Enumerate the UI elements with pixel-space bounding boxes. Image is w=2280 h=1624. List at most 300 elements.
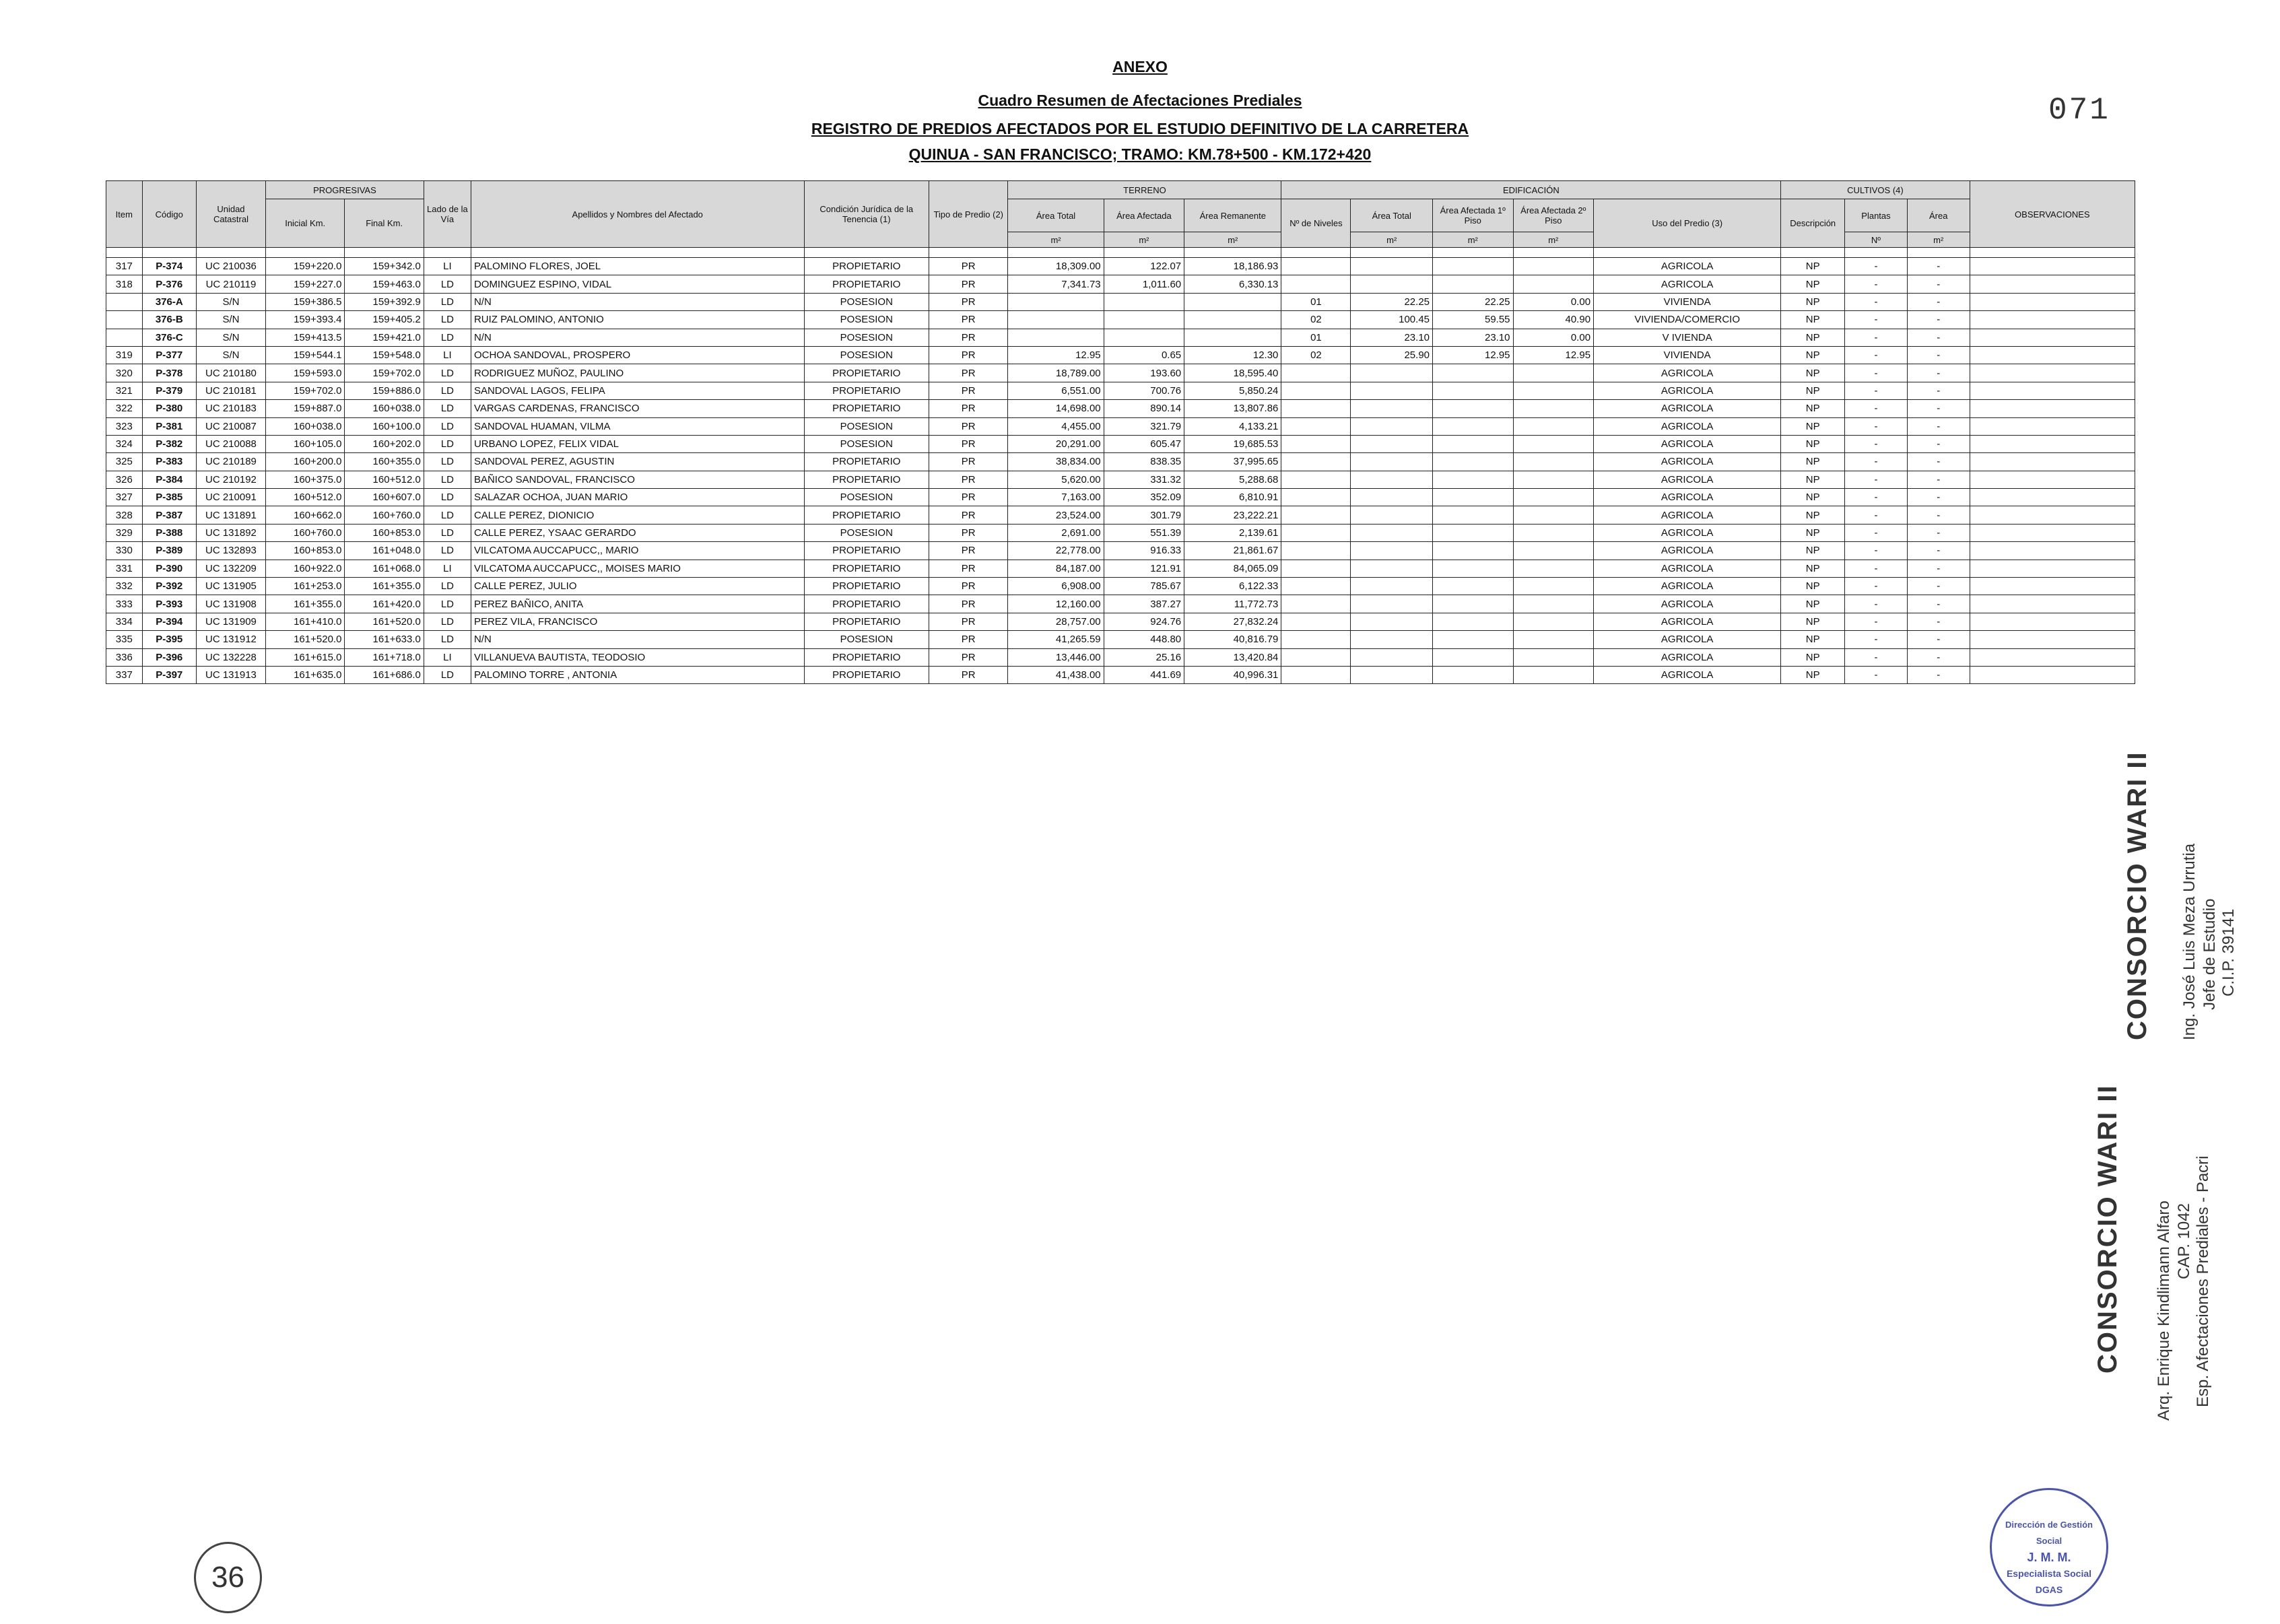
cell-area-total: 18,789.00: [1008, 364, 1104, 382]
cell-unidad-catastral: UC 131908: [196, 595, 265, 613]
cell-unidad-catastral: UC 132209: [196, 560, 265, 577]
table-row: [106, 258, 2135, 275]
cell-item: [106, 311, 143, 329]
cell-area-total: [1008, 311, 1104, 329]
cell-tipo: PR: [929, 364, 1008, 382]
col-apellidos: Apellidos y Nombres del Afectado: [471, 181, 804, 248]
cell-niveles: [1281, 524, 1351, 541]
cell-e-piso2: [1513, 506, 1594, 524]
cell-apellidos: RUIZ PALOMINO, ANTONIO: [471, 311, 804, 329]
cell-codigo: P-393: [142, 595, 196, 613]
cell-item: 326: [106, 471, 143, 488]
table-row: [106, 506, 2135, 524]
cell-inicial: 159+702.0: [265, 382, 344, 399]
cell-inicial: 161+355.0: [265, 595, 344, 613]
col-area-remanente: Área Remanente: [1184, 199, 1281, 232]
cell-area: -: [1907, 489, 1970, 506]
cell-uso: AGRICOLA: [1594, 453, 1781, 471]
cell-apellidos: PEREZ BAÑICO, ANITA: [471, 595, 804, 613]
cell-inicial: 159+220.0: [265, 258, 344, 275]
cell-area: -: [1907, 648, 1970, 666]
cell-inicial: 160+375.0: [265, 471, 344, 488]
cell-observaciones: [1970, 275, 2135, 293]
col-area: Área: [1907, 199, 1970, 232]
cell-area-total: 20,291.00: [1008, 435, 1104, 452]
cell-plantas: -: [1845, 293, 1908, 310]
cell-item: 318: [106, 275, 143, 293]
col-niveles: Nº de Niveles: [1281, 199, 1351, 248]
cell-lado-via: LD: [424, 329, 471, 346]
signature-1-name: Ing. José Luis Meza Urrutia: [2180, 843, 2199, 1040]
cell-codigo: P-377: [142, 346, 196, 364]
cell-area: -: [1907, 524, 1970, 541]
cell-descripcion: NP: [1781, 578, 1845, 595]
doc-title-line2: QUINUA - SAN FRANCISCO; TRAMO: KM.78+500 - KM.172+420: [908, 145, 1372, 163]
cell-apellidos: SANDOVAL PEREZ, AGUSTIN: [471, 453, 804, 471]
consorcio-stamp-1: CONSORCIO WARI II: [2122, 751, 2152, 1040]
cell-area-afectada: 551.39: [1104, 524, 1184, 541]
cell-descripcion: NP: [1781, 631, 1845, 648]
table-row: [106, 311, 2135, 329]
cell-area-afectada: [1104, 329, 1184, 346]
cell-codigo: P-389: [142, 542, 196, 560]
cell-observaciones: [1970, 524, 2135, 541]
cell-e-piso2: [1513, 666, 1594, 683]
cell-area-total: 18,309.00: [1008, 258, 1104, 275]
cell-uso: AGRICOLA: [1594, 595, 1781, 613]
cell-area-remanente: 11,772.73: [1184, 595, 1281, 613]
cell-apellidos: N/N: [471, 631, 804, 648]
col-e-piso2: Área Afectada 2º Piso: [1513, 199, 1594, 232]
cell-plantas: -: [1845, 471, 1908, 488]
cell-condicion: POSESION: [804, 489, 929, 506]
cell-e-area-total: [1351, 648, 1433, 666]
col-observaciones: OBSERVACIONES: [1970, 181, 2135, 248]
cell-area-total: 23,524.00: [1008, 506, 1104, 524]
cell-e-piso1: [1433, 258, 1514, 275]
cell-condicion: POSESION: [804, 435, 929, 452]
cell-area-remanente: 13,420.84: [1184, 648, 1281, 666]
cell-e-piso2: [1513, 382, 1594, 399]
cell-apellidos: URBANO LOPEZ, FELIX VIDAL: [471, 435, 804, 452]
cell-condicion: PROPIETARIO: [804, 613, 929, 630]
cell-area-afectada: 121.91: [1104, 560, 1184, 577]
cell-e-piso1: [1433, 489, 1514, 506]
cell-item: 320: [106, 364, 143, 382]
cell-lado-via: LD: [424, 471, 471, 488]
cell-area-afectada: [1104, 293, 1184, 310]
cell-area-remanente: 84,065.09: [1184, 560, 1281, 577]
cell-e-piso2: 40.90: [1513, 311, 1594, 329]
cell-e-piso2: 0.00: [1513, 329, 1594, 346]
table-body: [106, 248, 2135, 684]
cell-niveles: 01: [1281, 293, 1351, 310]
cell-plantas: -: [1845, 648, 1908, 666]
cell-tipo: PR: [929, 666, 1008, 683]
cell-area: -: [1907, 346, 1970, 364]
table-row: [106, 329, 2135, 346]
cell-condicion: PROPIETARIO: [804, 453, 929, 471]
cell-e-piso2: [1513, 578, 1594, 595]
cell-plantas: -: [1845, 346, 1908, 364]
cell-area: -: [1907, 311, 1970, 329]
unit-m2: m²: [1513, 232, 1594, 248]
cell-niveles: 01: [1281, 329, 1351, 346]
cell-codigo: P-380: [142, 400, 196, 417]
cell-area-afectada: 785.67: [1104, 578, 1184, 595]
cell-area-total: [1008, 329, 1104, 346]
cell-codigo: P-383: [142, 453, 196, 471]
cell-tipo: PR: [929, 506, 1008, 524]
cell-e-piso2: [1513, 542, 1594, 560]
table-row: [106, 435, 2135, 452]
cell-niveles: [1281, 364, 1351, 382]
cell-item: 322: [106, 400, 143, 417]
cell-condicion: PROPIETARIO: [804, 666, 929, 683]
table-row: [106, 595, 2135, 613]
cell-unidad-catastral: UC 132228: [196, 648, 265, 666]
cell-e-piso2: [1513, 613, 1594, 630]
cell-descripcion: NP: [1781, 364, 1845, 382]
cell-descripcion: NP: [1781, 471, 1845, 488]
cell-condicion: PROPIETARIO: [804, 400, 929, 417]
cell-plantas: -: [1845, 417, 1908, 435]
cell-area-remanente: 40,996.31: [1184, 666, 1281, 683]
cell-plantas: -: [1845, 613, 1908, 630]
cell-codigo: P-379: [142, 382, 196, 399]
cell-condicion: PROPIETARIO: [804, 382, 929, 399]
cell-e-piso2: [1513, 471, 1594, 488]
cell-e-piso2: [1513, 435, 1594, 452]
unit-m2: m²: [1184, 232, 1281, 248]
cell-plantas: -: [1845, 400, 1908, 417]
cell-item: 336: [106, 648, 143, 666]
cell-unidad-catastral: UC 132893: [196, 542, 265, 560]
cell-lado-via: LD: [424, 293, 471, 310]
cell-condicion: PROPIETARIO: [804, 560, 929, 577]
cell-codigo: P-395: [142, 631, 196, 648]
cell-observaciones: [1970, 346, 2135, 364]
cell-area-total: 6,551.00: [1008, 382, 1104, 399]
cell-lado-via: LI: [424, 560, 471, 577]
cell-observaciones: [1970, 613, 2135, 630]
cell-apellidos: PALOMINO FLORES, JOEL: [471, 258, 804, 275]
cell-inicial: 160+922.0: [265, 560, 344, 577]
cell-tipo: PR: [929, 258, 1008, 275]
cell-e-area-total: [1351, 666, 1433, 683]
cell-descripcion: NP: [1781, 329, 1845, 346]
cell-inicial: 161+635.0: [265, 666, 344, 683]
cell-final: 161+718.0: [345, 648, 424, 666]
cell-codigo: P-376: [142, 275, 196, 293]
cell-lado-via: LD: [424, 631, 471, 648]
cell-plantas: -: [1845, 364, 1908, 382]
cell-area: -: [1907, 258, 1970, 275]
cell-lado-via: LD: [424, 666, 471, 683]
cell-area-remanente: 4,133.21: [1184, 417, 1281, 435]
cell-unidad-catastral: UC 131909: [196, 613, 265, 630]
cell-e-piso2: [1513, 648, 1594, 666]
cell-area-afectada: 387.27: [1104, 595, 1184, 613]
cell-observaciones: [1970, 631, 2135, 648]
cell-plantas: -: [1845, 560, 1908, 577]
cell-descripcion: NP: [1781, 275, 1845, 293]
cell-final: 159+342.0: [345, 258, 424, 275]
cell-lado-via: LD: [424, 489, 471, 506]
cell-area-total: 41,438.00: [1008, 666, 1104, 683]
signature-1-cip: C.I.P. 39141: [2219, 908, 2238, 996]
cell-area: -: [1907, 613, 1970, 630]
cell-area: -: [1907, 435, 1970, 452]
cell-area-remanente: 40,816.79: [1184, 631, 1281, 648]
cell-item: 329: [106, 524, 143, 541]
cell-item: 319: [106, 346, 143, 364]
cell-plantas: -: [1845, 506, 1908, 524]
cell-e-piso1: [1433, 382, 1514, 399]
table-row: [106, 293, 2135, 310]
cell-codigo: P-385: [142, 489, 196, 506]
unit-m2: m²: [1008, 232, 1104, 248]
cell-apellidos: N/N: [471, 293, 804, 310]
seal-line1: Dirección de Gestión Social: [2005, 1520, 2093, 1546]
cell-item: [106, 329, 143, 346]
cell-inicial: 161+253.0: [265, 578, 344, 595]
cell-area-remanente: 21,861.67: [1184, 542, 1281, 560]
cell-uso: AGRICOLA: [1594, 666, 1781, 683]
cell-apellidos: OCHOA SANDOVAL, PROSPERO: [471, 346, 804, 364]
cell-observaciones: [1970, 293, 2135, 310]
table-row: [106, 364, 2135, 382]
cell-apellidos: VARGAS CARDENAS, FRANCISCO: [471, 400, 804, 417]
cell-final: 161+520.0: [345, 613, 424, 630]
cell-lado-via: LD: [424, 364, 471, 382]
cell-final: 160+853.0: [345, 524, 424, 541]
signature-2-name: Arq. Enrique Kindlimann Alfaro: [2155, 1200, 2173, 1421]
cell-unidad-catastral: S/N: [196, 293, 265, 310]
cell-descripcion: NP: [1781, 258, 1845, 275]
cell-tipo: PR: [929, 329, 1008, 346]
col-edificacion: EDIFICACIÓN: [1281, 181, 1781, 199]
cell-uso: AGRICOLA: [1594, 631, 1781, 648]
cell-e-area-total: [1351, 524, 1433, 541]
cell-item: [106, 293, 143, 310]
cell-e-piso1: [1433, 666, 1514, 683]
col-terreno: TERRENO: [1008, 181, 1281, 199]
cell-observaciones: [1970, 542, 2135, 560]
cell-descripcion: NP: [1781, 506, 1845, 524]
cell-final: 160+100.0: [345, 417, 424, 435]
cell-inicial: 160+760.0: [265, 524, 344, 541]
cell-descripcion: NP: [1781, 613, 1845, 630]
cell-area-total: 38,834.00: [1008, 453, 1104, 471]
cell-observaciones: [1970, 417, 2135, 435]
cell-e-piso2: 12.95: [1513, 346, 1594, 364]
col-e-piso1: Área Afectada 1º Piso: [1433, 199, 1514, 232]
cell-final: 159+702.0: [345, 364, 424, 382]
cell-area-total: 7,341.73: [1008, 275, 1104, 293]
cell-area-afectada: 331.32: [1104, 471, 1184, 488]
cell-final: 161+068.0: [345, 560, 424, 577]
cell-inicial: 160+200.0: [265, 453, 344, 471]
cell-codigo: P-390: [142, 560, 196, 577]
cell-e-piso2: [1513, 275, 1594, 293]
cell-plantas: -: [1845, 453, 1908, 471]
cell-unidad-catastral: UC 131913: [196, 666, 265, 683]
cell-tipo: PR: [929, 417, 1008, 435]
cell-area-afectada: 700.76: [1104, 382, 1184, 399]
cell-lado-via: LD: [424, 275, 471, 293]
cell-niveles: 02: [1281, 346, 1351, 364]
cell-apellidos: VILCATOMA AUCCAPUCC,, MOISES MARIO: [471, 560, 804, 577]
cell-unidad-catastral: S/N: [196, 311, 265, 329]
cell-condicion: POSESION: [804, 631, 929, 648]
col-unidad-catastral: Unidad Catastral: [196, 181, 265, 248]
cell-uso: AGRICOLA: [1594, 364, 1781, 382]
cell-lado-via: LI: [424, 258, 471, 275]
cell-niveles: [1281, 400, 1351, 417]
cell-tipo: PR: [929, 435, 1008, 452]
cell-e-piso1: [1433, 364, 1514, 382]
cell-lado-via: LD: [424, 506, 471, 524]
cell-condicion: POSESION: [804, 293, 929, 310]
cell-condicion: PROPIETARIO: [804, 648, 929, 666]
cell-niveles: [1281, 542, 1351, 560]
cell-area-total: 28,757.00: [1008, 613, 1104, 630]
cell-e-piso1: 23.10: [1433, 329, 1514, 346]
cell-niveles: [1281, 435, 1351, 452]
cell-e-piso1: [1433, 560, 1514, 577]
cell-area-remanente: 6,810.91: [1184, 489, 1281, 506]
cell-inicial: 161+410.0: [265, 613, 344, 630]
cell-item: 331: [106, 560, 143, 577]
cell-e-piso2: [1513, 631, 1594, 648]
cell-tipo: PR: [929, 400, 1008, 417]
cell-condicion: PROPIETARIO: [804, 506, 929, 524]
cell-area-afectada: 916.33: [1104, 542, 1184, 560]
cell-condicion: PROPIETARIO: [804, 595, 929, 613]
cell-e-piso1: [1433, 578, 1514, 595]
cell-final: 161+420.0: [345, 595, 424, 613]
cell-final: 160+607.0: [345, 489, 424, 506]
cell-plantas: -: [1845, 311, 1908, 329]
cell-e-area-total: [1351, 471, 1433, 488]
cell-plantas: -: [1845, 435, 1908, 452]
cell-area-afectada: 25.16: [1104, 648, 1184, 666]
unit-m2: m²: [1433, 232, 1514, 248]
cell-descripcion: NP: [1781, 560, 1845, 577]
cell-plantas: -: [1845, 258, 1908, 275]
cell-uso: AGRICOLA: [1594, 382, 1781, 399]
cell-plantas: -: [1845, 275, 1908, 293]
cell-item: 317: [106, 258, 143, 275]
cell-tipo: PR: [929, 613, 1008, 630]
cell-area: -: [1907, 595, 1970, 613]
cell-codigo: P-396: [142, 648, 196, 666]
cell-uso: AGRICOLA: [1594, 275, 1781, 293]
cell-uso: AGRICOLA: [1594, 258, 1781, 275]
cell-e-area-total: [1351, 506, 1433, 524]
cell-inicial: 161+615.0: [265, 648, 344, 666]
cell-area: -: [1907, 578, 1970, 595]
unit-m2: m²: [1907, 232, 1970, 248]
cell-condicion: POSESION: [804, 417, 929, 435]
cell-area-remanente: [1184, 329, 1281, 346]
cell-e-piso1: [1433, 400, 1514, 417]
cell-e-piso2: [1513, 524, 1594, 541]
table-row: [106, 471, 2135, 488]
cell-inicial: 160+853.0: [265, 542, 344, 560]
cell-codigo: 376-A: [142, 293, 196, 310]
cell-area-afectada: 321.79: [1104, 417, 1184, 435]
table-row: [106, 648, 2135, 666]
cell-apellidos: PALOMINO TORRE , ANTONIA: [471, 666, 804, 683]
cell-condicion: PROPIETARIO: [804, 471, 929, 488]
table-row: [106, 560, 2135, 577]
cell-e-area-total: [1351, 364, 1433, 382]
cell-codigo: P-384: [142, 471, 196, 488]
cell-area: -: [1907, 275, 1970, 293]
cell-e-area-total: [1351, 453, 1433, 471]
cell-apellidos: CALLE PEREZ, YSAAC GERARDO: [471, 524, 804, 541]
cell-inicial: 159+593.0: [265, 364, 344, 382]
cell-niveles: [1281, 666, 1351, 683]
cell-area: -: [1907, 453, 1970, 471]
cell-codigo: P-397: [142, 666, 196, 683]
cell-final: 160+512.0: [345, 471, 424, 488]
cell-area-remanente: 18,595.40: [1184, 364, 1281, 382]
cell-niveles: [1281, 506, 1351, 524]
cell-lado-via: LD: [424, 435, 471, 452]
cell-condicion: PROPIETARIO: [804, 542, 929, 560]
cell-observaciones: [1970, 400, 2135, 417]
cell-area: -: [1907, 506, 1970, 524]
cell-niveles: [1281, 453, 1351, 471]
cell-lado-via: LD: [424, 453, 471, 471]
cell-final: 161+048.0: [345, 542, 424, 560]
cell-area: -: [1907, 417, 1970, 435]
unit-m2: m²: [1104, 232, 1184, 248]
col-lado-via: Lado de la Vía: [424, 181, 471, 248]
doc-subtitle: Cuadro Resumen de Afectaciones Prediales: [978, 92, 1302, 109]
cell-e-piso2: [1513, 417, 1594, 435]
cell-area-remanente: 13,807.86: [1184, 400, 1281, 417]
col-e-area-total: Área Total: [1351, 199, 1433, 232]
affected-properties-table: [106, 180, 2135, 684]
cell-uso: AGRICOLA: [1594, 471, 1781, 488]
cell-area: -: [1907, 631, 1970, 648]
cell-unidad-catastral: UC 210189: [196, 453, 265, 471]
cell-area-total: 5,620.00: [1008, 471, 1104, 488]
cell-unidad-catastral: UC 131891: [196, 506, 265, 524]
cell-apellidos: RODRIGUEZ MUÑOZ, PAULINO: [471, 364, 804, 382]
cell-e-piso2: [1513, 489, 1594, 506]
cell-area-remanente: 5,288.68: [1184, 471, 1281, 488]
cell-area-afectada: 890.14: [1104, 400, 1184, 417]
cell-observaciones: [1970, 258, 2135, 275]
cell-e-area-total: [1351, 275, 1433, 293]
cell-e-piso2: 0.00: [1513, 293, 1594, 310]
cell-area-total: [1008, 293, 1104, 310]
table-row: [106, 666, 2135, 683]
cell-e-area-total: 25.90: [1351, 346, 1433, 364]
cell-e-piso2: [1513, 595, 1594, 613]
cell-e-piso2: [1513, 364, 1594, 382]
cell-lado-via: LD: [424, 595, 471, 613]
table-row: [106, 400, 2135, 417]
cell-plantas: -: [1845, 542, 1908, 560]
cell-area: -: [1907, 364, 1970, 382]
cell-e-piso1: [1433, 471, 1514, 488]
